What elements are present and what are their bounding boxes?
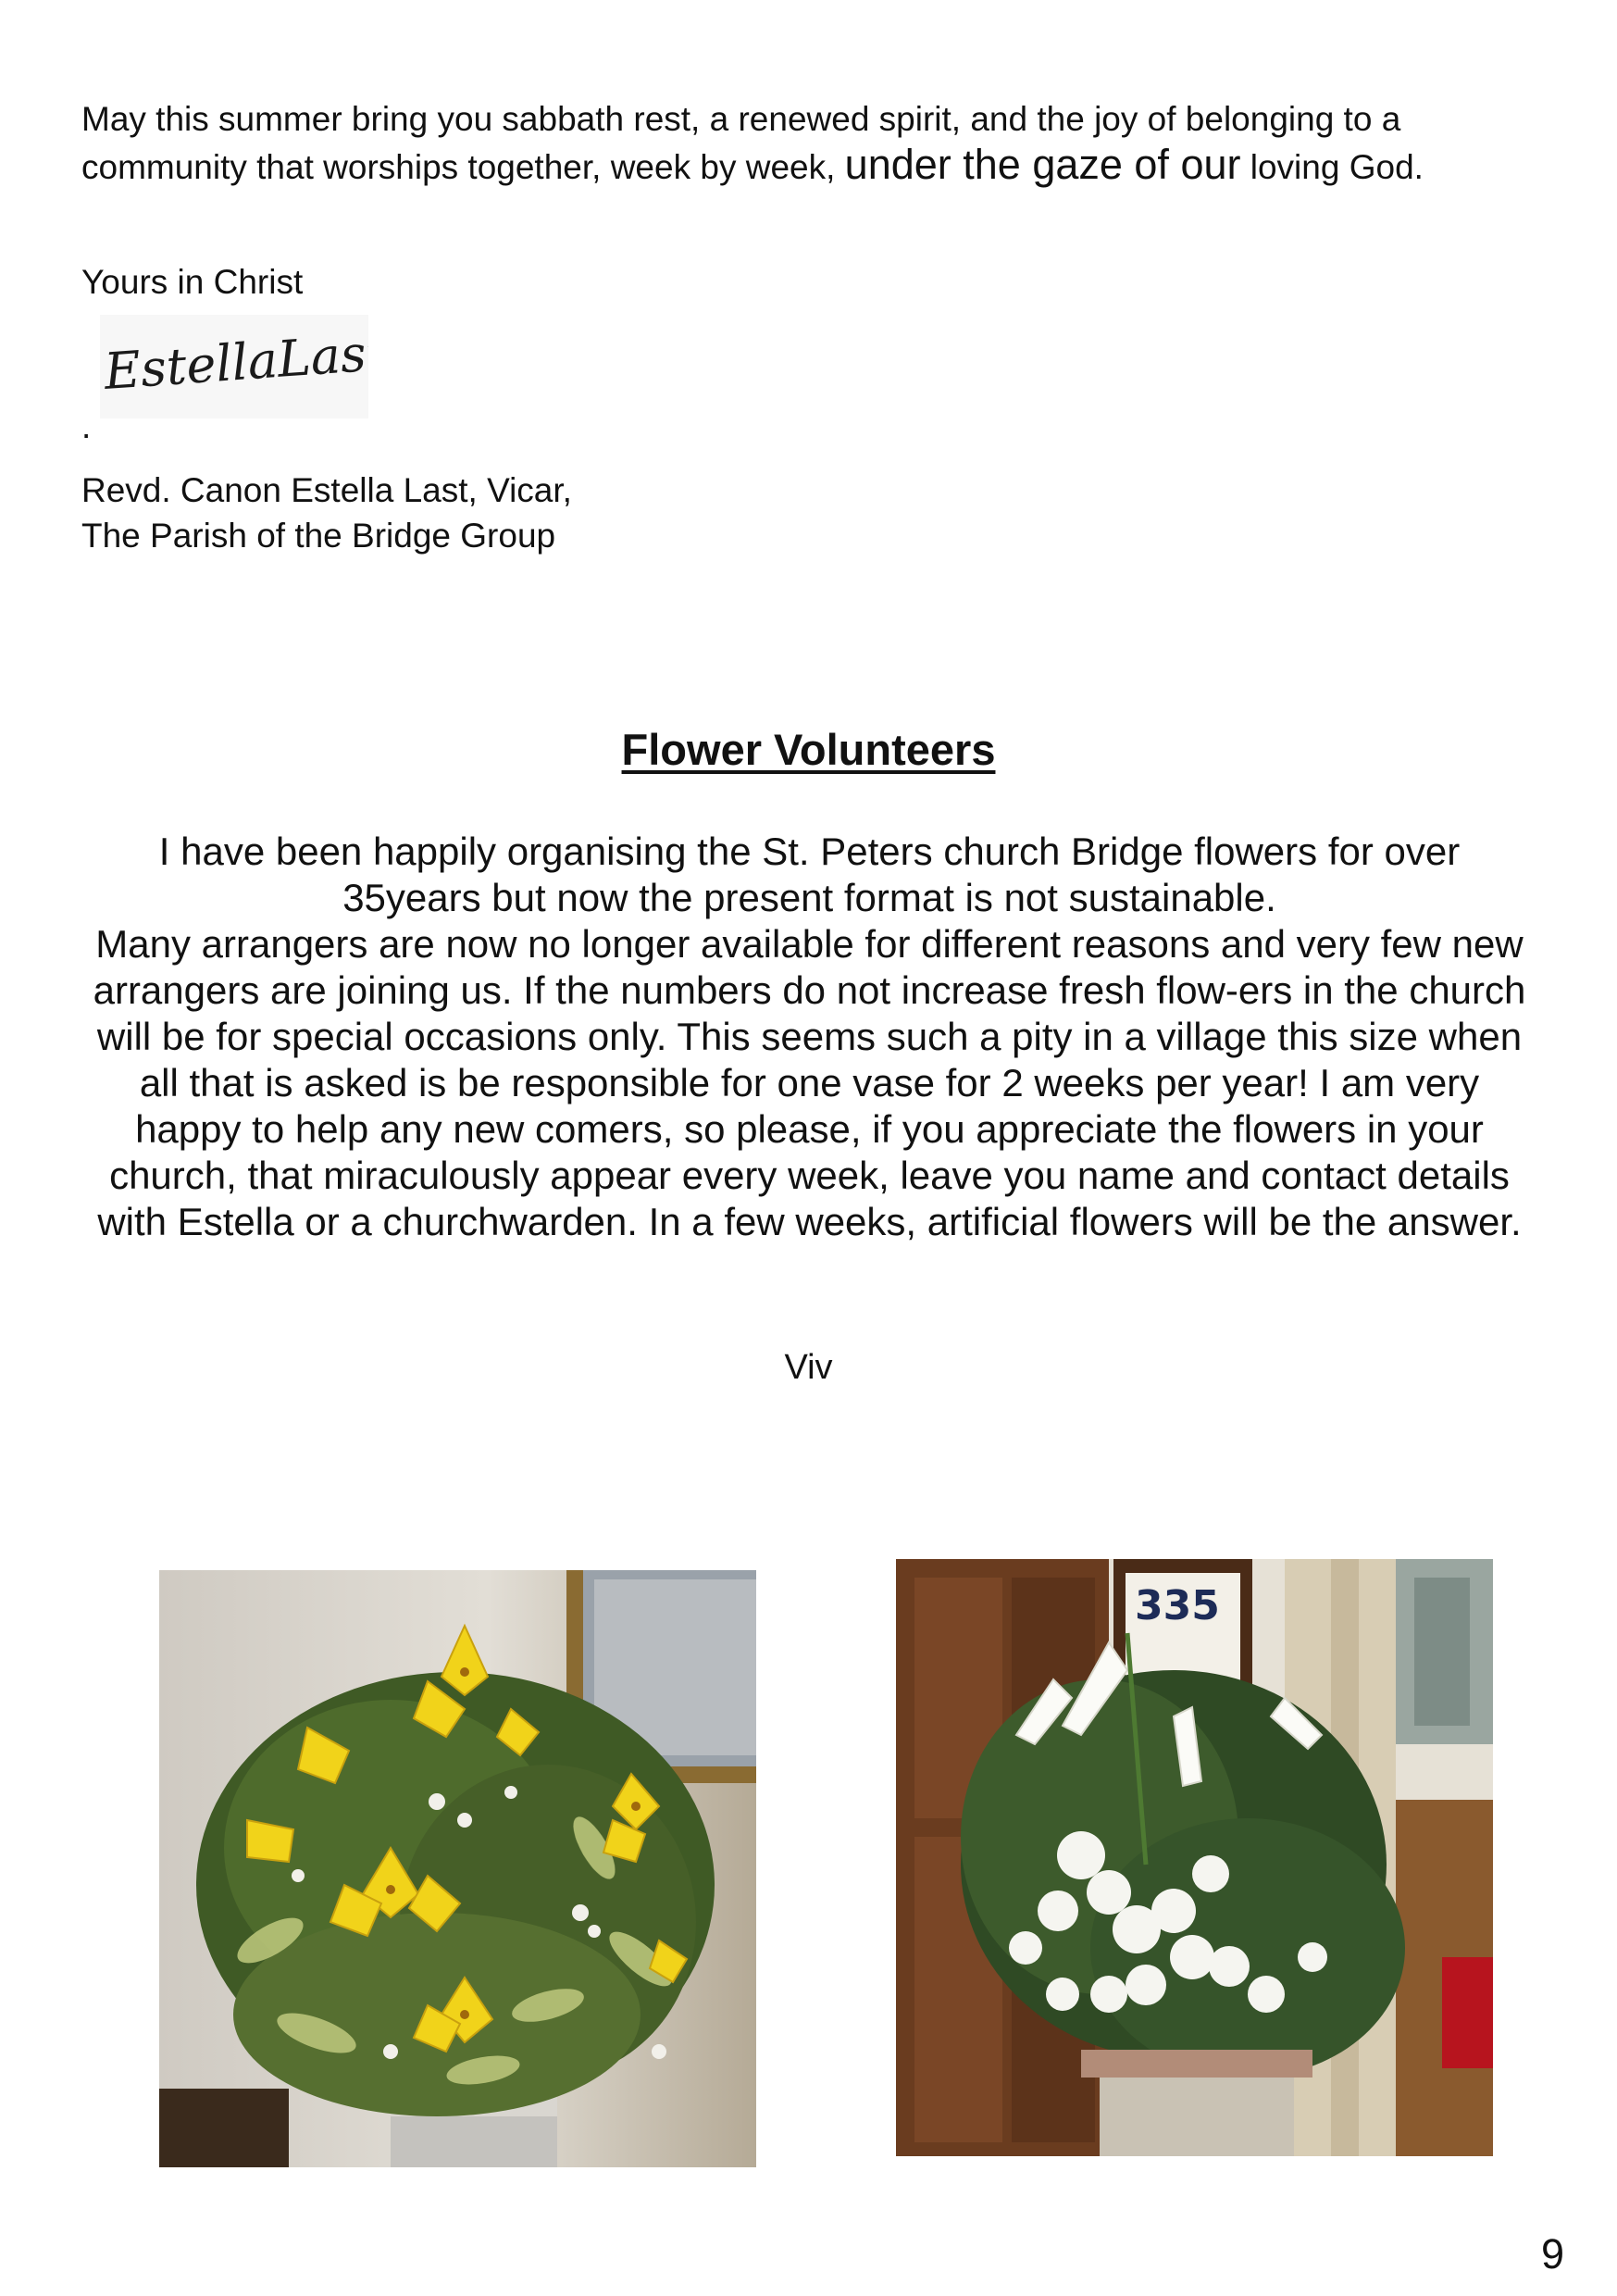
page-number: 9 xyxy=(1540,2230,1564,2277)
dot-separator: . xyxy=(81,407,92,445)
letter-text-part1: May this summer bring you sabbath rest, a renewed spirit, and the joy of belonging to a community that worships together, week by week, xyxy=(81,100,1401,186)
signature-text: EstellaLast xyxy=(102,322,368,401)
letter-closing: Yours in Christ xyxy=(81,263,304,301)
letter-text-part2: loving God. xyxy=(1240,148,1424,186)
article-line-2: Many arrangers are now no longer available for different reasons and very few new arrangers are joining us. If the numbers do not increase fresh flow-ers in the church will be for special occasions only. This seems such a pity in a village this size when all that is asked is be responsible for one vase for 2 weeks per year! I am very happy to help any new comers, so please, if you appreciate the flowers in your church, that miraculously appear every week, leave you name and contact details with Estella or a churchwarden. In a few weeks, artificial flowers will be the answer. xyxy=(93,922,1526,1243)
article-body xyxy=(85,829,1534,1245)
white-flower-arrangement-photo xyxy=(896,1559,1493,2156)
signoff-parish: The Parish of the Bridge Group xyxy=(81,517,556,555)
article-author: Viv xyxy=(784,1348,833,1387)
yellow-lily-arrangement-photo xyxy=(159,1570,756,2167)
letter-paragraph xyxy=(81,96,1553,190)
section-title-text: Flower Volunteers xyxy=(621,725,996,774)
sign-off xyxy=(81,468,572,558)
signature-image xyxy=(100,315,368,418)
signature-icon xyxy=(100,315,368,418)
hymn-number-text: 335 xyxy=(1135,1582,1220,1629)
white-flower-icon xyxy=(896,1559,1493,2156)
signoff-name: Revd. Canon Estella Last, Vicar, xyxy=(81,471,572,509)
letter-text-emphasis: under the gaze of our xyxy=(844,141,1241,188)
yellow-lily-icon xyxy=(159,1570,756,2167)
article-line-1: I have been happily organising the St. Peters church Bridge flowers for over 35years but now the present format is not sustainable. xyxy=(158,830,1461,919)
section-title xyxy=(0,724,1617,776)
